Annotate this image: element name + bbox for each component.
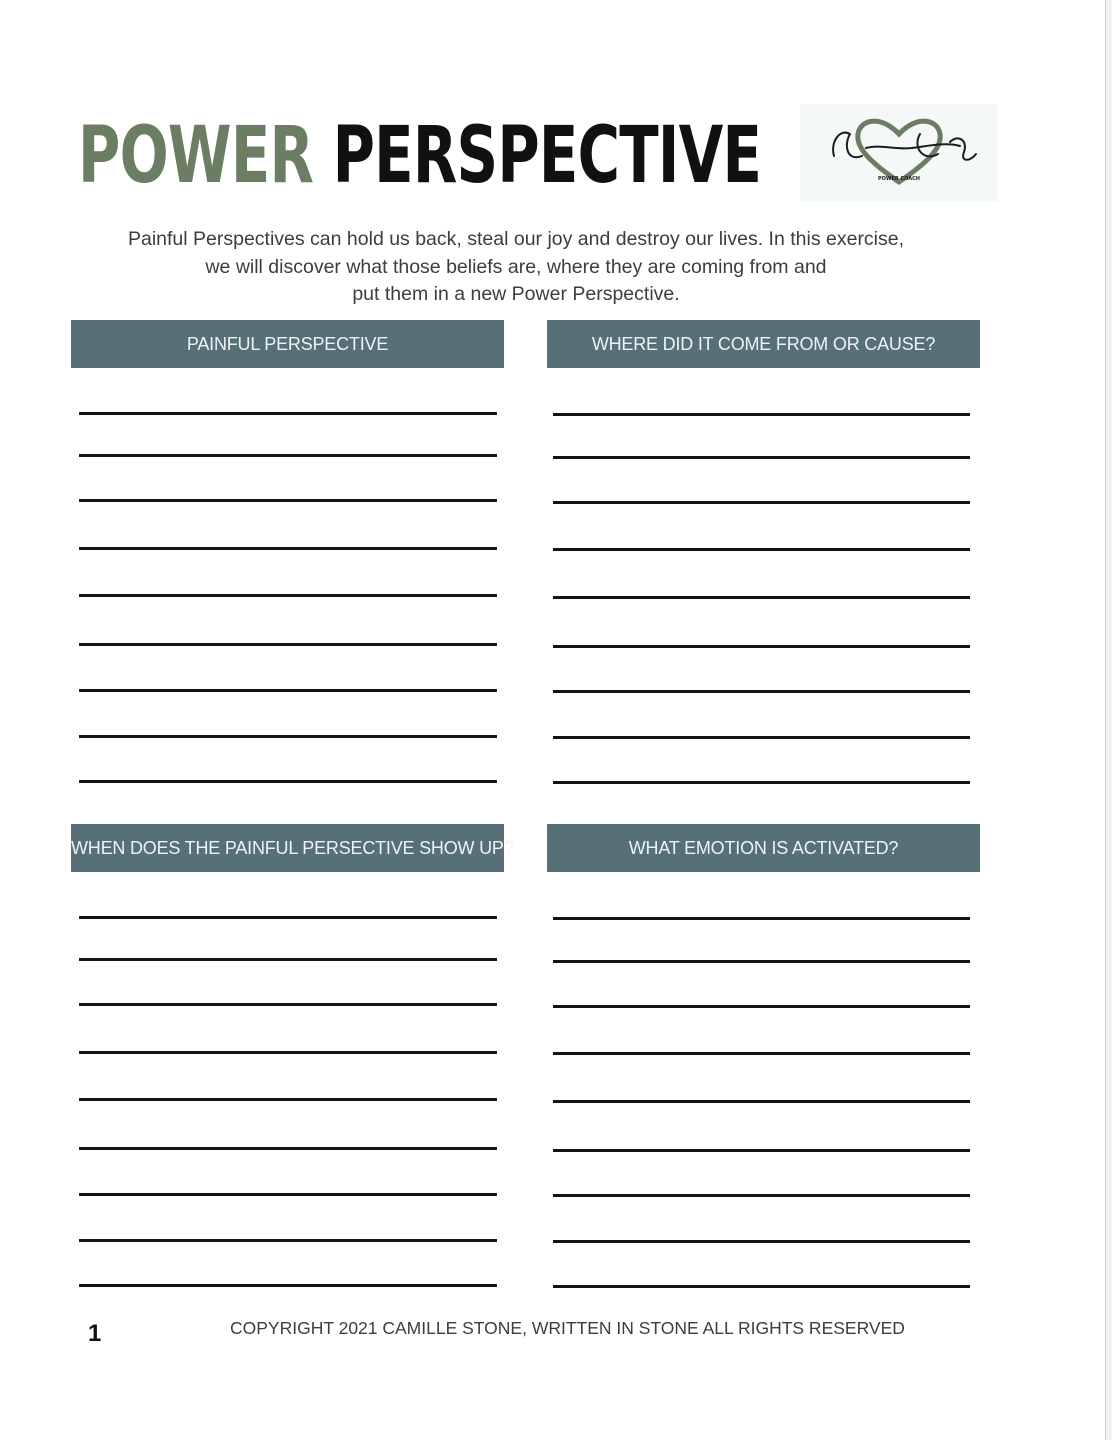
writing-line <box>79 1284 497 1287</box>
writing-line <box>553 1285 970 1288</box>
writing-line <box>553 596 970 599</box>
title-word-power: POWER <box>78 111 314 201</box>
writing-line <box>79 499 497 502</box>
writing-line <box>553 413 970 416</box>
logo-heart-icon <box>800 104 998 202</box>
page-edge <box>1105 0 1112 1440</box>
section-header-where-from: WHERE DID IT COME FROM OR CAUSE? <box>547 320 980 368</box>
writing-line <box>79 1193 497 1196</box>
writing-line <box>553 917 970 920</box>
writing-line <box>553 645 970 648</box>
writing-line <box>79 594 497 597</box>
writing-line <box>79 1239 497 1242</box>
copyright-notice: COPYRIGHT 2021 CAMILLE STONE, WRITTEN IN STONE ALL RIGHTS RESERVED <box>230 1318 905 1338</box>
writing-line <box>553 501 970 504</box>
section-header-emotion: WHAT EMOTION IS ACTIVATED? <box>547 824 980 872</box>
title-word-perspective: PERSPECTIVE <box>332 111 762 201</box>
writing-line <box>79 1147 497 1150</box>
writing-line <box>553 1194 970 1197</box>
writing-line <box>79 1003 497 1006</box>
writing-line <box>553 781 970 784</box>
writing-line <box>79 547 497 550</box>
writing-line <box>553 1052 970 1055</box>
writing-line <box>553 690 970 693</box>
writing-line <box>553 548 970 551</box>
writing-line <box>553 1100 970 1103</box>
writing-line <box>79 1051 497 1054</box>
intro-line-1: Painful Perspectives can hold us back, steal our joy and destroy our lives. In this exercise, <box>127 228 905 250</box>
writing-line <box>553 1005 970 1008</box>
writing-line <box>79 735 497 738</box>
page-number: 1 <box>88 1320 102 1347</box>
writing-line <box>79 643 497 646</box>
writing-line <box>553 1240 970 1243</box>
writing-line <box>79 916 497 919</box>
writing-line <box>553 1149 970 1152</box>
section-header-when-shows-up: WHEN DOES THE PAINFUL PERSECTIVE SHOW UP? <box>71 824 504 872</box>
writing-line <box>79 454 497 457</box>
writing-line <box>79 689 497 692</box>
brand-logo <box>800 104 998 202</box>
writing-line <box>79 780 497 783</box>
writing-line <box>553 736 970 739</box>
writing-line <box>79 1098 497 1101</box>
writing-line <box>79 412 497 415</box>
section-header-painful-perspective: PAINFUL PERSPECTIVE <box>71 320 504 368</box>
intro-line-3: put them in a new Power Perspective. <box>352 283 680 305</box>
page-title <box>78 106 761 206</box>
logo-tagline: POWER COACH <box>878 176 920 182</box>
intro-line-2: we will discover what those beliefs are, where they are coming from and <box>205 256 827 278</box>
writing-line <box>553 456 970 459</box>
writing-line <box>79 958 497 961</box>
writing-line <box>553 960 970 963</box>
